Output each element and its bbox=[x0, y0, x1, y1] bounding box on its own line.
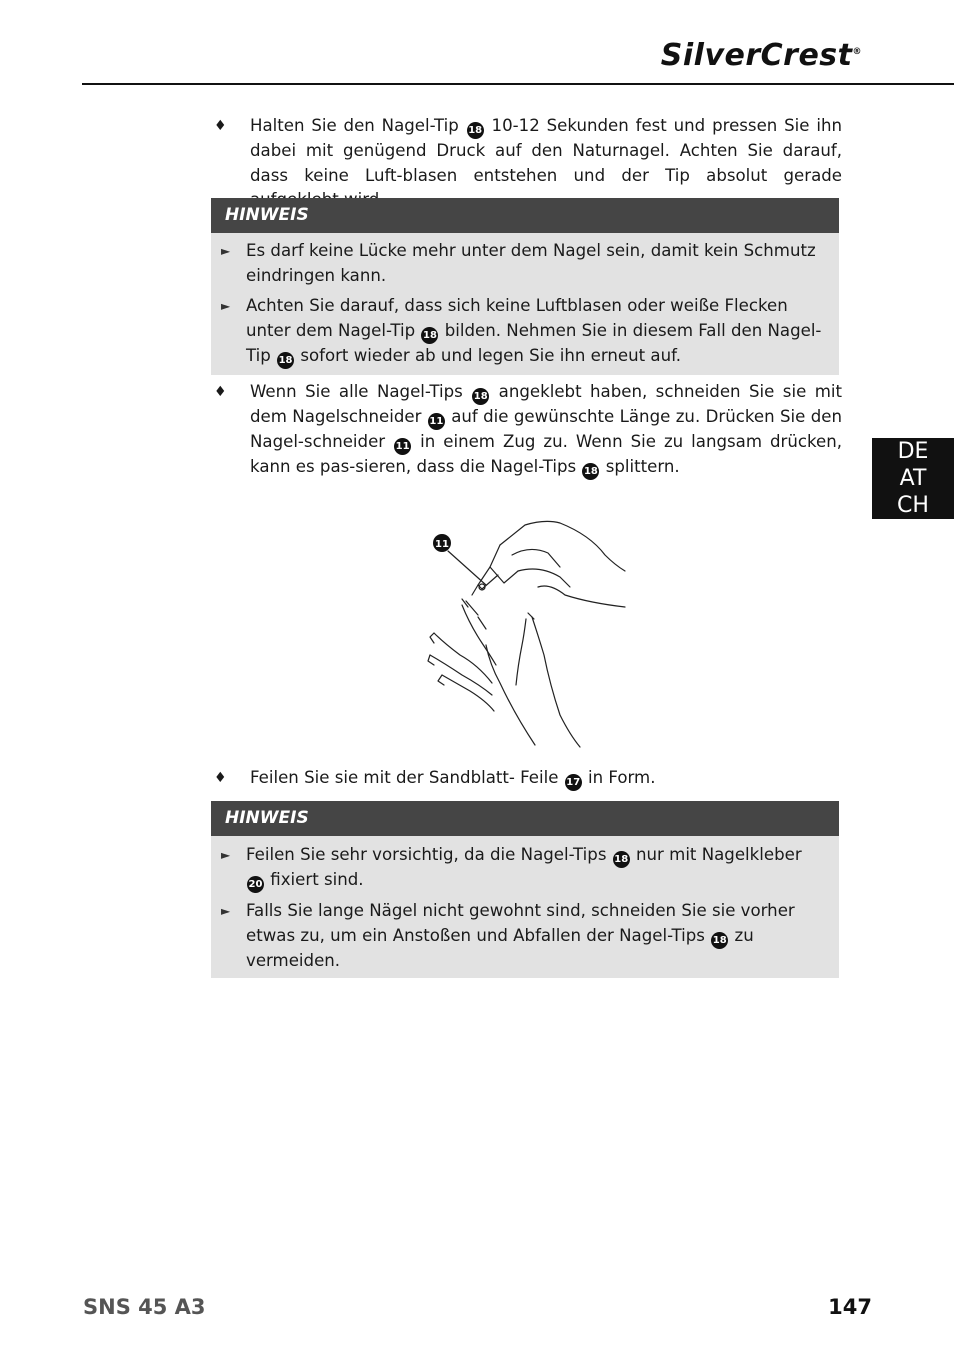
nail-cutter-illustration bbox=[420, 515, 640, 755]
lang-at: AT bbox=[899, 466, 927, 491]
ref-number-badge: 18 bbox=[277, 352, 294, 369]
diamond-bullet-icon: ♦ bbox=[214, 770, 227, 786]
hand-cutting-nails-drawing bbox=[420, 515, 640, 755]
arrow-bullet-icon: ► bbox=[221, 244, 231, 258]
language-tab bbox=[872, 438, 954, 519]
callout-badge bbox=[433, 534, 451, 552]
bullet-text: Feilen Sie sie mit der Sandblatt- Feile 17 in Form. bbox=[250, 766, 842, 791]
ref-number-badge: 18 bbox=[582, 463, 599, 480]
note-heading: HINWEIS bbox=[211, 801, 839, 836]
ref-number-badge: 18 bbox=[472, 388, 489, 405]
ref-number-badge: 18 bbox=[467, 122, 484, 139]
page-number: 147 bbox=[828, 1295, 872, 1319]
ref-number-badge: 20 bbox=[247, 876, 264, 893]
bullet-item-file-nails bbox=[214, 766, 842, 791]
note-box-2 bbox=[211, 801, 839, 978]
bullet-item-cut-tips bbox=[214, 380, 842, 480]
arrow-bullet-icon: ► bbox=[221, 848, 231, 862]
svg-text:11: 11 bbox=[435, 539, 449, 550]
lang-de: DE bbox=[897, 439, 929, 464]
lang-ch: CH bbox=[897, 493, 929, 518]
ref-number-badge: 17 bbox=[565, 774, 582, 791]
model-number: SNS 45 A3 bbox=[83, 1295, 206, 1319]
header-rule bbox=[82, 83, 954, 85]
diamond-bullet-icon: ♦ bbox=[214, 384, 227, 400]
ref-number-badge: 11 bbox=[428, 413, 445, 430]
bullet-text: Halten Sie den Nagel-Tip 18 10-12 Sekunden fest und pressen Sie ihn dabei mit genügend Druck auf den Naturnagel. Achten Sie darauf, dass keine Luft-blasen entstehen und der Tip absolut gerade bbox=[250, 116, 842, 185]
note-heading: HINWEIS bbox=[211, 198, 839, 233]
note-item: ► Falls Sie lange Nägel nicht gewohnt sind, schneiden Sie sie vorher etwas zu, um ein Anstoßen und Abfallen der Nagel-Tips 18 zu vermeiden. bbox=[221, 901, 795, 970]
arrow-bullet-icon: ► bbox=[221, 299, 231, 314]
arrow-bullet-icon: ► bbox=[221, 904, 231, 918]
diamond-bullet-icon: ♦ bbox=[214, 118, 227, 134]
note-box-1 bbox=[211, 198, 839, 375]
note-item: ► Achten Sie darauf, dass sich keine Luftblasen oder weiße Flecken unter dem Nagel-Tip 18 bilden. Nehmen Sie in diesem Fall den Nagel-Tip 18 sofort wieder ab und legen Sie ihn erneut auf. bbox=[211, 294, 839, 369]
bullet-text: Wenn Sie alle Nagel-Tips 18 angeklebt haben, schneiden Sie sie mit dem Nagelschneider 11 auf die gewünschte Länge zu. Drücken Sie den Nagel-schneider 11 in einem Zug zu. Wenn Sie zu langsam drücken, kann es pas-sieren, dass die Nagel-Tips 18 splittern. bbox=[250, 380, 842, 480]
brand-logo: SilverCrest® bbox=[660, 38, 862, 73]
note-item: ► Es darf keine Lücke mehr unter dem Nagel sein, damit kein Schmutz eindringen kann. bbox=[221, 241, 816, 285]
ref-number-badge: 11 bbox=[394, 438, 411, 455]
note-item: ► Feilen Sie sehr vorsichtig, da die Nagel-Tips 18 nur mit Nagelkleber 20 fixiert sind. bbox=[211, 843, 839, 893]
ref-number-badge: 18 bbox=[711, 932, 728, 949]
ref-number-badge: 18 bbox=[421, 327, 438, 344]
ref-number-badge: 18 bbox=[613, 851, 630, 868]
